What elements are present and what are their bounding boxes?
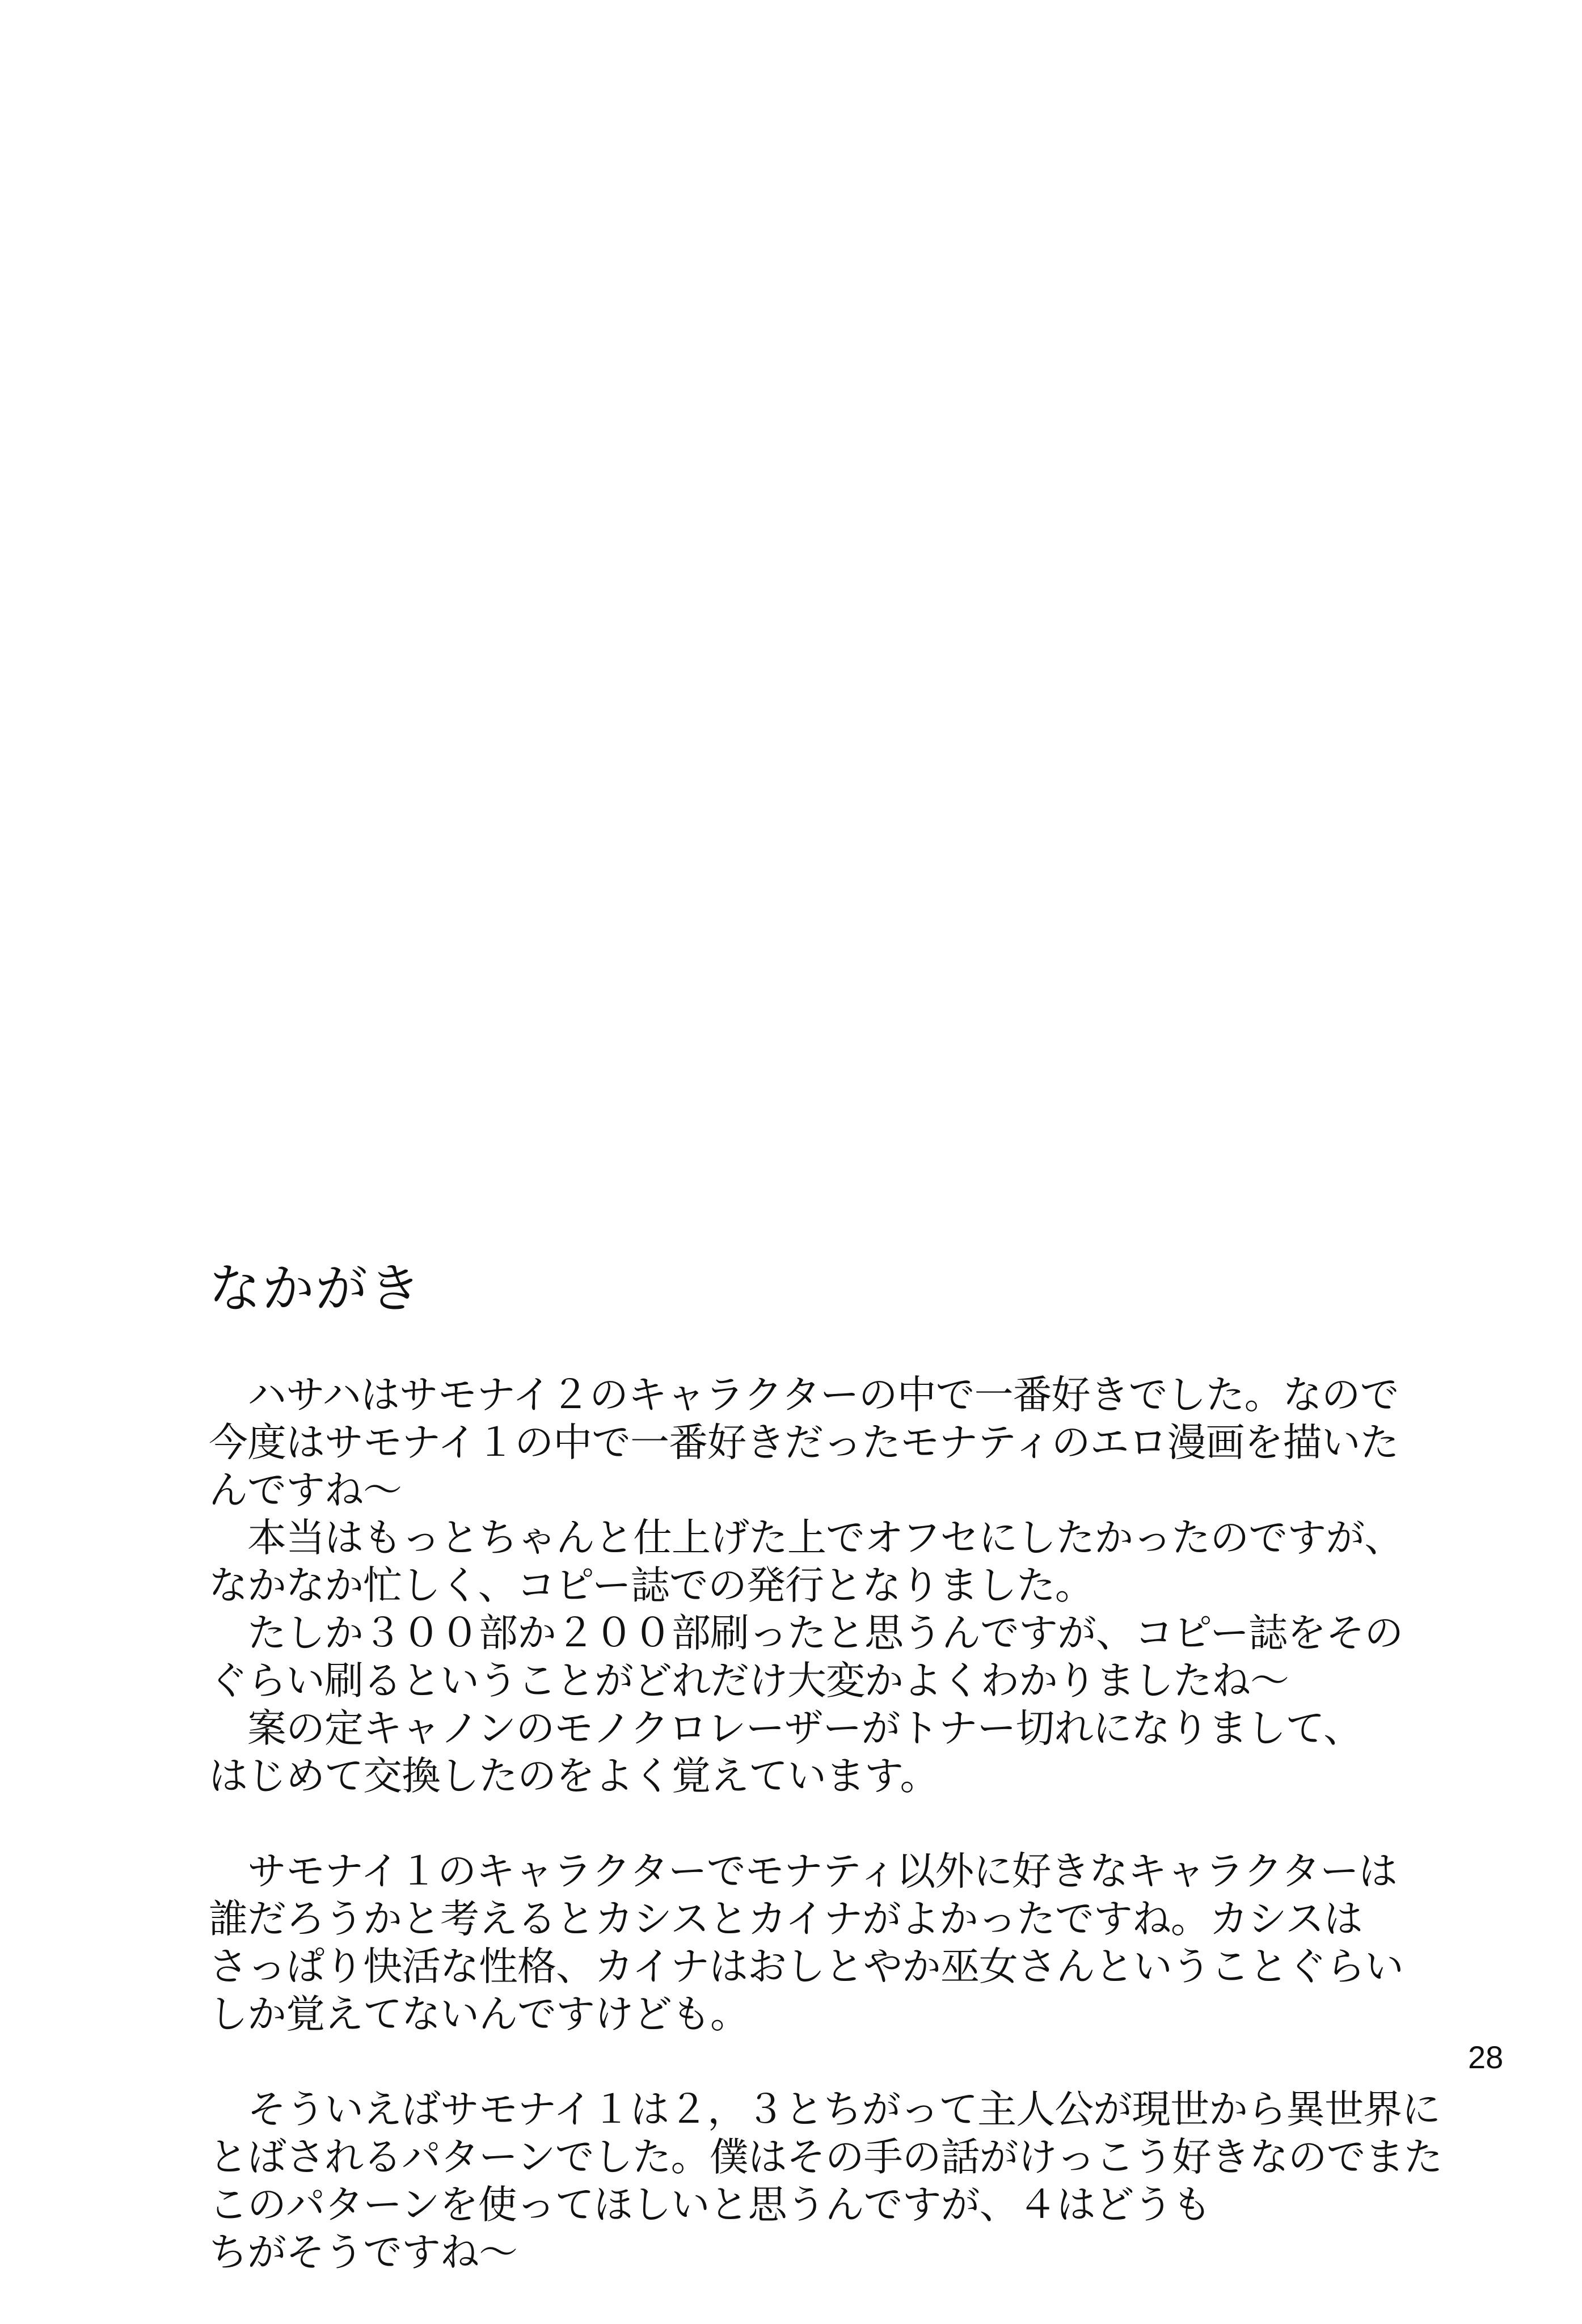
text-line: 誰だろうかと考えるとカシスとカイナがよかったですね。カシスは (209, 1896, 1362, 1942)
paragraph-2 (209, 1848, 1457, 2038)
text-line: 案の定キャノンのモノクロレーザーがトナー切れになりまして、 (209, 1706, 1362, 1751)
paragraph-3 (209, 2086, 1457, 2276)
page-heading: なかがき (209, 1258, 423, 1319)
page-number: 28 (1468, 2039, 1504, 2075)
afterword-body (209, 1371, 1457, 2324)
text-line: さっぱり快活な性格、カイナはおしとやか巫女さんということぐらい (209, 1944, 1403, 1989)
text-line: サモナイ１のキャラクターでモナティ以外に好きなキャラクターは (209, 1849, 1397, 1894)
text-line: ぐらい刷るということがどれだけ大変かよくわかりましたね～ (209, 1658, 1289, 1704)
text-line: んですね～ (209, 1468, 402, 1513)
text-line: このパターンを使ってほしいと思うんですが、４はどうも (209, 2182, 1211, 2228)
paragraph-1 (209, 1371, 1457, 1800)
text-line: ちがそうですね～ (209, 2230, 517, 2275)
text-line: はじめて交換したのをよく覚えています。 (209, 1753, 939, 1799)
text-line: 今度はサモナイ１の中で一番好きだったモナティのエロ漫画を描いた (209, 1420, 1399, 1465)
text-line: なかなか忙しく、コピー誌での発行となりました。 (209, 1563, 1094, 1608)
text-line: 本当はもっとちゃんと仕上げた上でオフセにしたかったのですが、 (209, 1515, 1403, 1561)
text-line: とばされるパターンでした。僕はその手の話がけっこう好きなのでまた (209, 2135, 1442, 2180)
text-line: ハサハはサモナイ２のキャラクターの中で一番好きでした。なので (209, 1372, 1399, 1418)
text-line: そういえばサモナイ１は２，３とちがって主人公が現世から異世界に (209, 2087, 1441, 2132)
text-line: しか覚えてないんですけども。 (209, 1992, 749, 2037)
text-line: たしか３００部か２００部刷ったと思うんですが、コピー誌をその (209, 1611, 1403, 1656)
